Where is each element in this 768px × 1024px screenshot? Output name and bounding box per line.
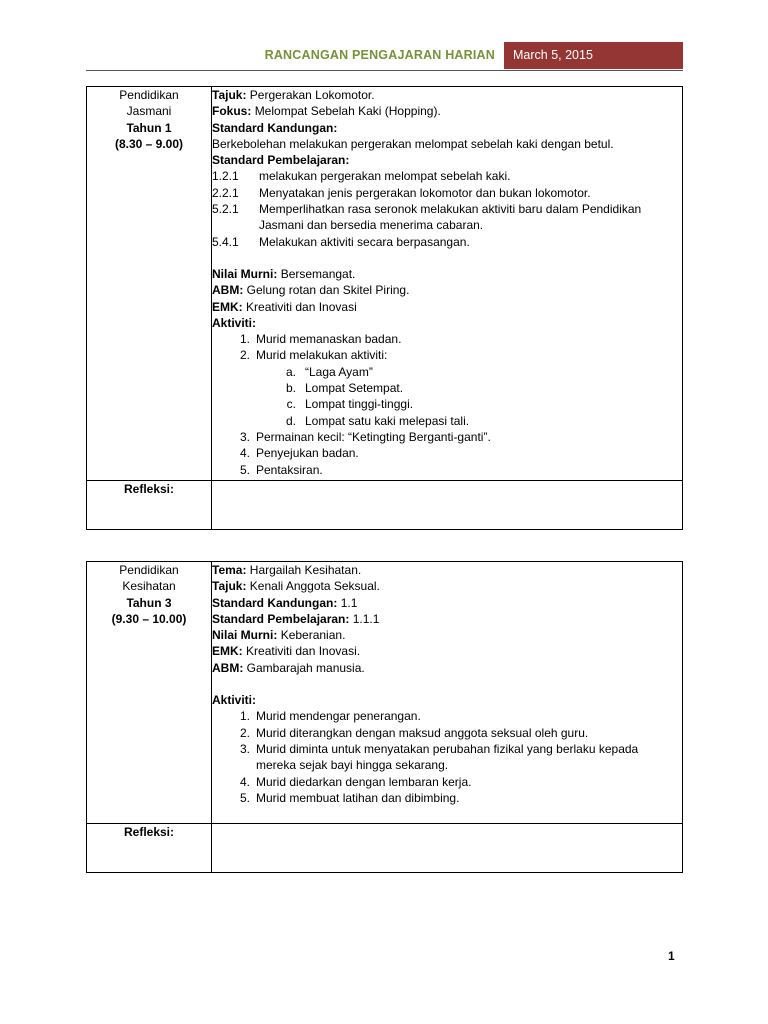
item-text: Murid melakukan aktiviti: bbox=[256, 348, 388, 363]
subject-cell bbox=[87, 562, 212, 824]
value: Kreativiti dan Inovasi bbox=[246, 299, 357, 314]
sp-text: melakukan pergerakan melompat sebelah kaki. bbox=[259, 169, 511, 184]
label: Standard Pembelajaran: bbox=[212, 153, 350, 168]
label: Nilai Murni: bbox=[212, 628, 278, 643]
nilai-line bbox=[212, 627, 682, 643]
tema-line bbox=[212, 562, 682, 578]
subject-line: Kesihatan bbox=[122, 579, 176, 594]
label: Standard Pembelajaran: bbox=[212, 611, 350, 626]
list-item bbox=[212, 445, 682, 461]
sk-label bbox=[212, 120, 682, 136]
value: Gambarajah manusia. bbox=[246, 660, 365, 675]
sp-num: 5.2.1 bbox=[212, 202, 239, 217]
sk-text: Berkebolehan melakukan pergerakan melompat sebelah kaki dengan betul. bbox=[212, 136, 614, 151]
item-text: Murid diterangkan dengan maksud anggota seksual oleh guru. bbox=[256, 725, 589, 740]
sp-item bbox=[212, 185, 682, 201]
value: Hargailah Kesihatan. bbox=[249, 563, 362, 577]
item-num: 1. bbox=[239, 709, 250, 724]
item-num: 3. bbox=[239, 429, 250, 444]
aktiviti-label bbox=[212, 315, 682, 331]
label: Standard Kandungan: bbox=[212, 120, 338, 135]
item-text: Lompat Setempat. bbox=[305, 381, 404, 396]
refleksi-label: Refleksi: bbox=[87, 824, 212, 873]
subject-line: Jasmani bbox=[126, 104, 172, 119]
lesson-table-2 bbox=[86, 561, 683, 873]
list-item bbox=[212, 708, 682, 724]
sp-text: Melakukan aktiviti secara berpasangan. bbox=[259, 234, 470, 249]
label: Tajuk: bbox=[212, 579, 247, 594]
item-num: 5. bbox=[239, 462, 250, 477]
lesson-table-1 bbox=[86, 86, 683, 530]
value: Bersemangat. bbox=[280, 266, 356, 281]
value: Pergerakan Lokomotor. bbox=[249, 88, 375, 102]
item-text: Murid diminta untuk menyatakan perubahan fizikal yang berlaku kepada mereka sejak bayi hingga sekarang. bbox=[256, 741, 639, 773]
page-header bbox=[86, 42, 683, 71]
item-text: Murid memanaskan badan. bbox=[256, 332, 402, 347]
value: 1.1.1 bbox=[352, 611, 380, 626]
sp-num: 1.2.1 bbox=[212, 169, 239, 184]
value: Gelung rotan dan Skitel Piring. bbox=[246, 283, 410, 298]
item-text: Lompat satu kaki melepasi tali. bbox=[305, 413, 470, 428]
item-text: Pentaksiran. bbox=[256, 462, 323, 477]
header-title: RANCANGAN PENGAJARAN HARIAN bbox=[264, 48, 495, 62]
item-num: 3. bbox=[239, 741, 250, 756]
item-num: 5. bbox=[239, 790, 250, 805]
subject-line: Tahun 1 bbox=[126, 120, 172, 135]
sp-item bbox=[212, 201, 682, 234]
sub-list-item bbox=[212, 364, 682, 380]
label: EMK: bbox=[212, 644, 243, 659]
emk-line bbox=[212, 643, 682, 659]
label: Aktiviti: bbox=[212, 693, 257, 708]
sp-item bbox=[212, 168, 682, 184]
tajuk-line bbox=[212, 87, 682, 103]
label: Aktiviti: bbox=[212, 315, 257, 330]
item-num: 2. bbox=[239, 348, 250, 363]
item-num: 4. bbox=[239, 774, 250, 789]
item-text: Murid diedarkan dengan lembaran kerja. bbox=[256, 774, 472, 789]
item-text: Permainan kecil: “Ketingting Berganti-ganti”. bbox=[256, 429, 491, 444]
subject-line: (9.30 – 10.00) bbox=[111, 611, 187, 626]
sp-text: Menyatakan jenis pergerakan lokomotor dan bukan lokomotor. bbox=[259, 185, 591, 200]
tajuk-line bbox=[212, 578, 682, 594]
item-num: d. bbox=[285, 413, 296, 428]
abm-line bbox=[212, 282, 682, 298]
item-text: “Laga Ayam” bbox=[305, 364, 373, 379]
item-text: Murid mendengar penerangan. bbox=[256, 709, 421, 724]
sub-list-item bbox=[212, 380, 682, 396]
list-item bbox=[212, 347, 682, 363]
label: ABM: bbox=[212, 283, 244, 298]
list-item bbox=[212, 790, 682, 806]
value: 1.1 bbox=[340, 595, 358, 610]
subject-cell bbox=[87, 87, 212, 481]
refleksi-label: Refleksi: bbox=[87, 481, 212, 530]
label: Tajuk: bbox=[212, 88, 247, 102]
sp-line bbox=[212, 611, 682, 627]
subject-line: Tahun 3 bbox=[126, 595, 172, 610]
list-item bbox=[212, 331, 682, 347]
item-num: b. bbox=[285, 381, 296, 396]
lesson-content bbox=[212, 87, 683, 481]
sub-list-item bbox=[212, 413, 682, 429]
value: Melompat Sebelah Kaki (Hopping). bbox=[254, 104, 441, 119]
aktiviti-label bbox=[212, 692, 682, 708]
subject-line: Pendidikan bbox=[119, 88, 179, 102]
label: Fokus: bbox=[212, 104, 252, 119]
label: Nilai Murni: bbox=[212, 266, 278, 281]
label: Tema: bbox=[212, 563, 247, 577]
emk-line bbox=[212, 299, 682, 315]
refleksi-cell[interactable] bbox=[212, 824, 683, 873]
label: EMK: bbox=[212, 299, 243, 314]
list-item bbox=[212, 774, 682, 790]
item-num: c. bbox=[286, 397, 296, 412]
item-num: a. bbox=[285, 364, 296, 379]
item-text: Lompat tinggi-tinggi. bbox=[305, 397, 414, 412]
label: Standard Kandungan: bbox=[212, 595, 338, 610]
item-text: Penyejukan badan. bbox=[256, 446, 359, 461]
sp-num: 2.2.1 bbox=[212, 185, 239, 200]
sp-num: 5.4.1 bbox=[212, 234, 239, 249]
fokus-line bbox=[212, 103, 682, 119]
page-number: 1 bbox=[668, 949, 675, 963]
sub-list-item bbox=[212, 396, 682, 412]
sp-item bbox=[212, 234, 682, 250]
refleksi-cell[interactable] bbox=[212, 481, 683, 530]
list-item bbox=[212, 462, 682, 478]
list-item bbox=[212, 725, 682, 741]
value: Kreativiti dan Inovasi. bbox=[246, 644, 361, 659]
label: ABM: bbox=[212, 660, 244, 675]
subject-line: (8.30 – 9.00) bbox=[114, 136, 184, 151]
value: Kenali Anggota Seksual. bbox=[249, 579, 380, 594]
lesson-content bbox=[212, 562, 683, 824]
abm-line bbox=[212, 660, 682, 676]
item-text: Murid membuat latihan dan dibimbing. bbox=[256, 790, 460, 805]
list-item bbox=[212, 429, 682, 445]
sp-text: Memperlihatkan rasa seronok melakukan aktiviti baru dalam Pendidikan Jasmani dan bersedia menerima cabaran. bbox=[259, 202, 642, 233]
item-num: 4. bbox=[239, 446, 250, 461]
sk-line bbox=[212, 595, 682, 611]
item-num: 1. bbox=[239, 332, 250, 347]
sp-label bbox=[212, 152, 682, 168]
list-item bbox=[212, 741, 682, 774]
item-num: 2. bbox=[239, 725, 250, 740]
header-date: March 5, 2015 bbox=[504, 42, 683, 69]
nilai-line bbox=[212, 266, 682, 282]
subject-line: Pendidikan bbox=[119, 563, 179, 577]
value: Keberanian. bbox=[280, 628, 346, 643]
